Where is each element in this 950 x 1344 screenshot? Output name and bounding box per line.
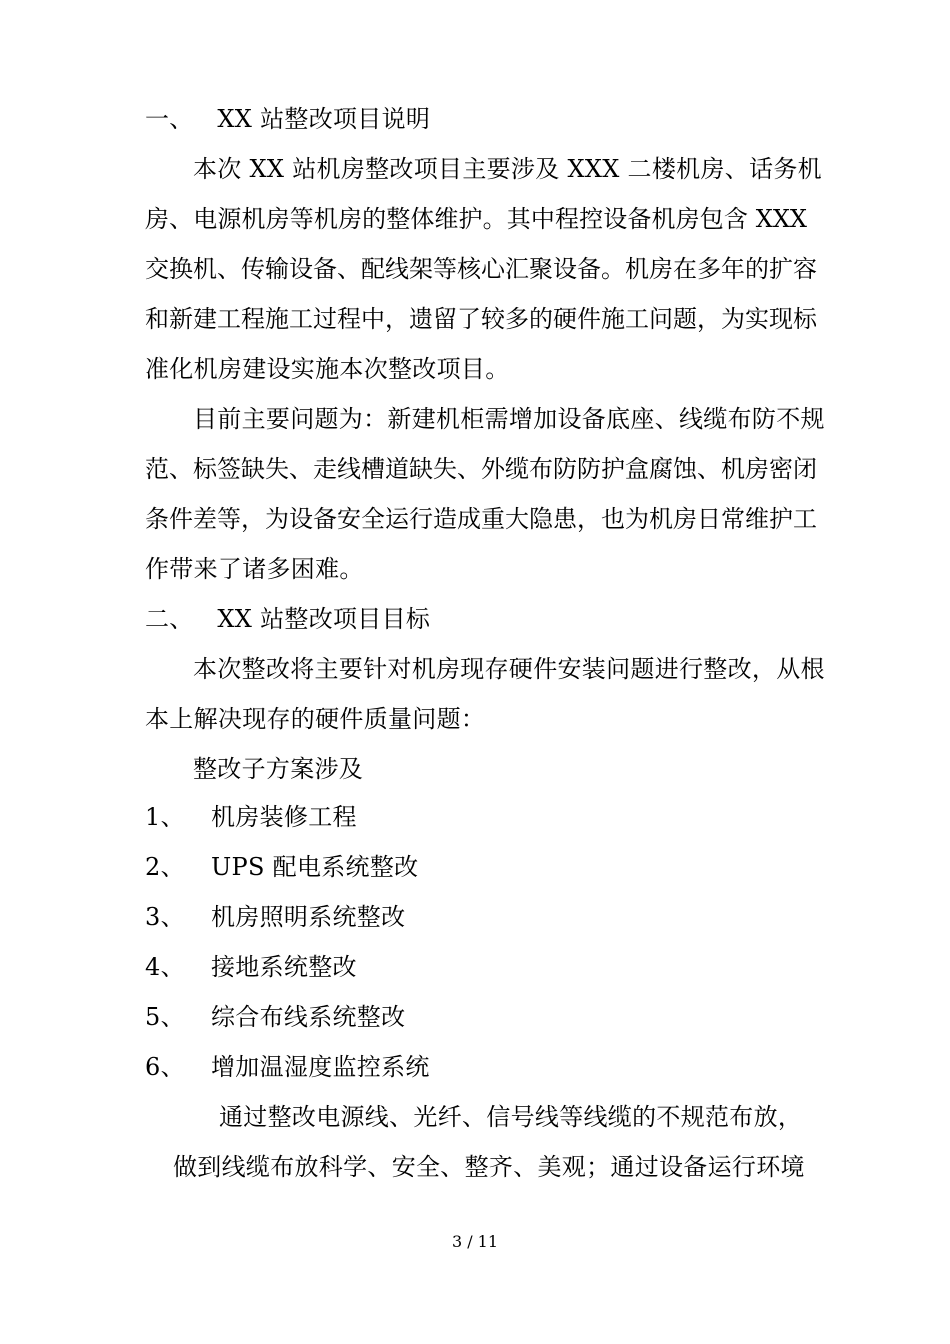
- sub-plan-heading: 整改子方案涉及: [193, 755, 364, 783]
- list-item: [145, 1002, 405, 1032]
- section1-para2-line1: 目前主要问题为：新建机柜需增加设备底座、线缆布防不规: [193, 405, 825, 433]
- list-item-text: 机房装修工程: [211, 803, 357, 831]
- section1-para1-line5: 准化机房建设实施本次整改项目。: [145, 355, 510, 383]
- section1-para1-line2: 房、电源机房等机房的整体维护。其中程控设备机房包含 XXX: [145, 205, 807, 233]
- list-item-text: 接地系统整改: [211, 953, 357, 981]
- list-item-text: 综合布线系统整改: [211, 1003, 406, 1031]
- section1-para2-line4: 作带来了诸多困难。: [145, 555, 364, 583]
- list-item: [145, 952, 357, 982]
- list-item: [145, 852, 418, 882]
- list-item: [145, 1052, 430, 1082]
- section1-para1-line1: 本次 XX 站机房整改项目主要涉及 XXX 二楼机房、话务机: [193, 155, 822, 183]
- section1-title: XX 站整改项目说明: [217, 105, 431, 133]
- section2-para1-line2: 本上解决现存的硬件质量问题：: [145, 705, 486, 733]
- section2-heading: [145, 604, 430, 634]
- section1-para2-line3: 条件差等，为设备安全运行造成重大隐患，也为机房日常维护工: [145, 505, 817, 533]
- list-item-text: 机房照明系统整改: [211, 903, 406, 931]
- section1-heading: [145, 104, 430, 134]
- section2-title: XX 站整改项目目标: [217, 605, 431, 633]
- section2-para1-line1: 本次整改将主要针对机房现存硬件安装问题进行整改，从根: [193, 655, 825, 683]
- section1-para1-line4: 和新建工程施工过程中，遗留了较多的硬件施工问题，为实现标: [145, 305, 817, 333]
- section2-para2-line1: 通过整改电源线、光纤、信号线等线缆的不规范布放，: [219, 1103, 803, 1131]
- list-item-text: UPS 配电系统整改: [211, 853, 419, 881]
- list-item: [145, 902, 405, 932]
- section1-para1-line3: 交换机、传输设备、配线架等核心汇聚设备。机房在多年的扩容: [145, 255, 817, 283]
- list-item-number: 3、: [145, 903, 185, 931]
- section2-number: 二、: [145, 605, 194, 633]
- list-item-number: 4、: [145, 953, 185, 981]
- page-number: 3 / 11: [451, 1232, 499, 1251]
- section1-para2-line2: 范、标签缺失、走线槽道缺失、外缆布防防护盒腐蚀、机房密闭: [145, 455, 817, 483]
- list-item-number: 1、: [145, 803, 185, 831]
- list-item-number: 5、: [145, 1003, 185, 1031]
- section1-number: 一、: [145, 105, 194, 133]
- section2-para2-line2: 做到线缆布放科学、安全、整齐、美观；通过设备运行环境: [173, 1153, 805, 1181]
- list-item-number: 2、: [145, 853, 185, 881]
- list-item: [145, 802, 357, 832]
- list-item-number: 6、: [145, 1053, 185, 1081]
- list-item-text: 增加温湿度监控系统: [211, 1053, 430, 1081]
